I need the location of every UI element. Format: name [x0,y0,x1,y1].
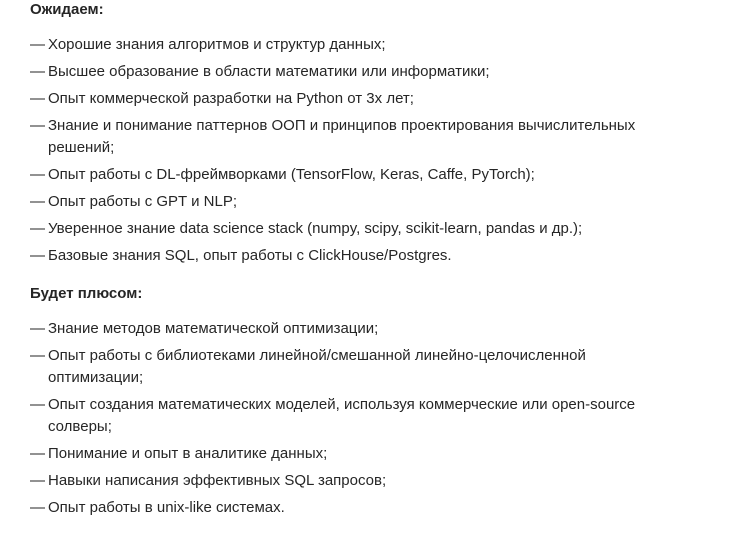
list-item-text: Базовые знания SQL, опыт работы с ClickHouse/Postgres. [48,247,452,264]
list-item-text: Опыт коммерческой разработки на Python от 3х лет; [48,90,414,107]
plus-list [30,318,690,524]
dash-bullet: — [30,193,45,210]
dash-bullet: — [30,36,45,53]
list-item [30,345,690,389]
heading-plus: Будет плюсом: [30,285,143,302]
dash-bullet: — [30,117,45,134]
dash-bullet: — [30,347,45,364]
list-item-text: Знание и понимание паттернов ООП и принципов проектирования вычислительных решений; [48,117,636,156]
list-item [30,61,690,83]
dash-bullet: — [30,396,45,413]
list-item-text: Опыт работы с библиотеками линейной/смешанной линейно-целочисленной оптимизации; [48,347,586,386]
list-item [30,34,690,56]
list-item [30,394,690,438]
list-item-text: Опыт работы с GPT и NLP; [48,193,238,210]
list-item [30,497,690,519]
list-item [30,115,690,159]
list-item-text: Опыт работы в unix-like системах. [48,499,285,516]
list-item [30,218,690,240]
dash-bullet: — [30,90,45,107]
dash-bullet: — [30,445,45,462]
expected-list [30,34,690,272]
list-item-text: Опыт работы с DL-фреймворками (TensorFlow, Keras, Caffe, PyTorch); [48,166,535,183]
dash-bullet: — [30,247,45,264]
dash-bullet: — [30,499,45,516]
list-item [30,470,690,492]
dash-bullet: — [30,320,45,337]
list-item-text: Хорошие знания алгоритмов и структур данных; [48,36,386,53]
list-item [30,443,690,465]
list-item-text: Навыки написания эффективных SQL запросов; [48,472,387,489]
dash-bullet: — [30,63,45,80]
list-item-text: Понимание и опыт в аналитике данных; [48,445,328,462]
list-item [30,318,690,340]
list-item-text: Знание методов математической оптимизации; [48,320,379,337]
list-item-text: Уверенное знание data science stack (numpy, scipy, scikit-learn, pandas и др.); [48,220,583,237]
list-item [30,191,690,213]
list-item [30,88,690,110]
dash-bullet: — [30,472,45,489]
dash-bullet: — [30,166,45,183]
heading-expected: Ожидаем: [30,1,104,18]
list-item-text: Высшее образование в области математики или информатики; [48,63,490,80]
list-item [30,164,690,186]
list-item-text: Опыт создания математических моделей, используя коммерческие или open-source солверы; [48,396,636,435]
list-item [30,245,690,267]
dash-bullet: — [30,220,45,237]
